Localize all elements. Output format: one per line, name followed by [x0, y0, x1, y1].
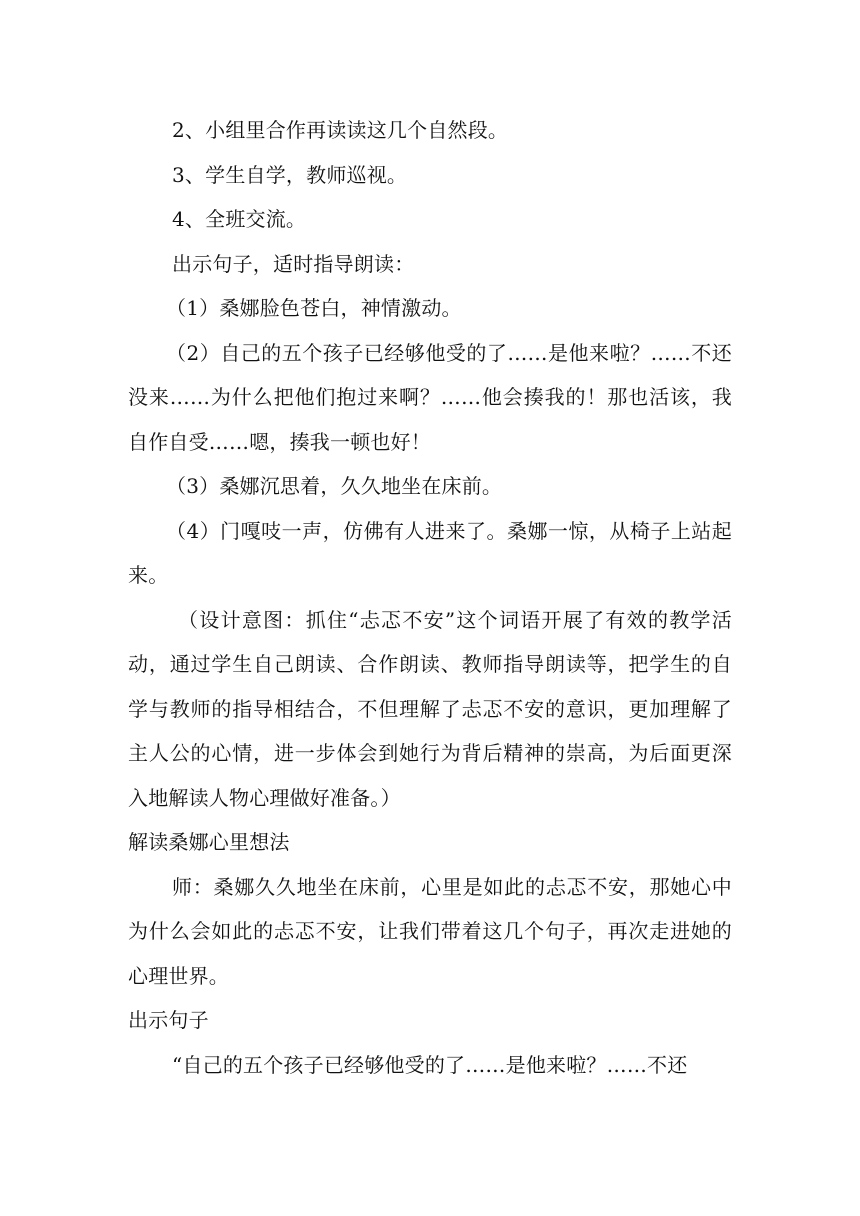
paragraph-show-sentences-guide: 出示句子，适时指导朗读：: [172, 251, 415, 276]
paragraph-design-intent: （设计意图：抓住“忐忑不安”这个词语开展了有效的教学活动，通过学生自己朗读、合作朗读、教师指导朗读等，把学生的自学与教师的指导相结合，不但理解了忐忑不安的意识，更加理解了主人公的心情，进一步体会到她行为背后精神的崇高，为后面更深入地解读人物心理做好准备。）: [128, 607, 732, 810]
subheading-show-sentences: 出示句子: [128, 1008, 209, 1032]
paragraph-quoted-sentence: “自己的五个孩子已经够他受的了……是他来啦？……不还: [172, 1052, 688, 1077]
paragraph-teacher-remark: 师：桑娜久久地坐在床前，心里是如此的忐忑不安，那她心中为什么会如此的忐忑不安，让我们带着这几个句子，再次走进她的心理世界。: [128, 874, 732, 988]
paragraph-sentence-2: （2）自己的五个孩子已经够他受的了……是他来啦？……不还没来……为什么把他们抱过来啊？……他会揍我的！那也活该，我自作自受……嗯，揍我一顿也好！: [128, 340, 732, 454]
paragraph-step-4: 4、全班交流。: [172, 207, 307, 231]
paragraph-sentence-3: （3）桑娜沉思着，久久地坐在床前。: [166, 474, 503, 498]
document-body: [128, 108, 732, 1087]
paragraph-sentence-1: （1）桑娜脸色苍白，神情激动。: [166, 296, 462, 320]
paragraph-sentence-4: （4）门嘎吱一声，仿佛有人进来了。桑娜一惊，从椅子上站起来。: [128, 518, 732, 587]
paragraph-step-2: 2、小组里合作再读读这几个自然段。: [172, 118, 509, 142]
paragraph-step-3: 3、学生自学，教师巡视。: [172, 162, 408, 187]
section-heading: 解读桑娜心里想法: [128, 830, 290, 854]
